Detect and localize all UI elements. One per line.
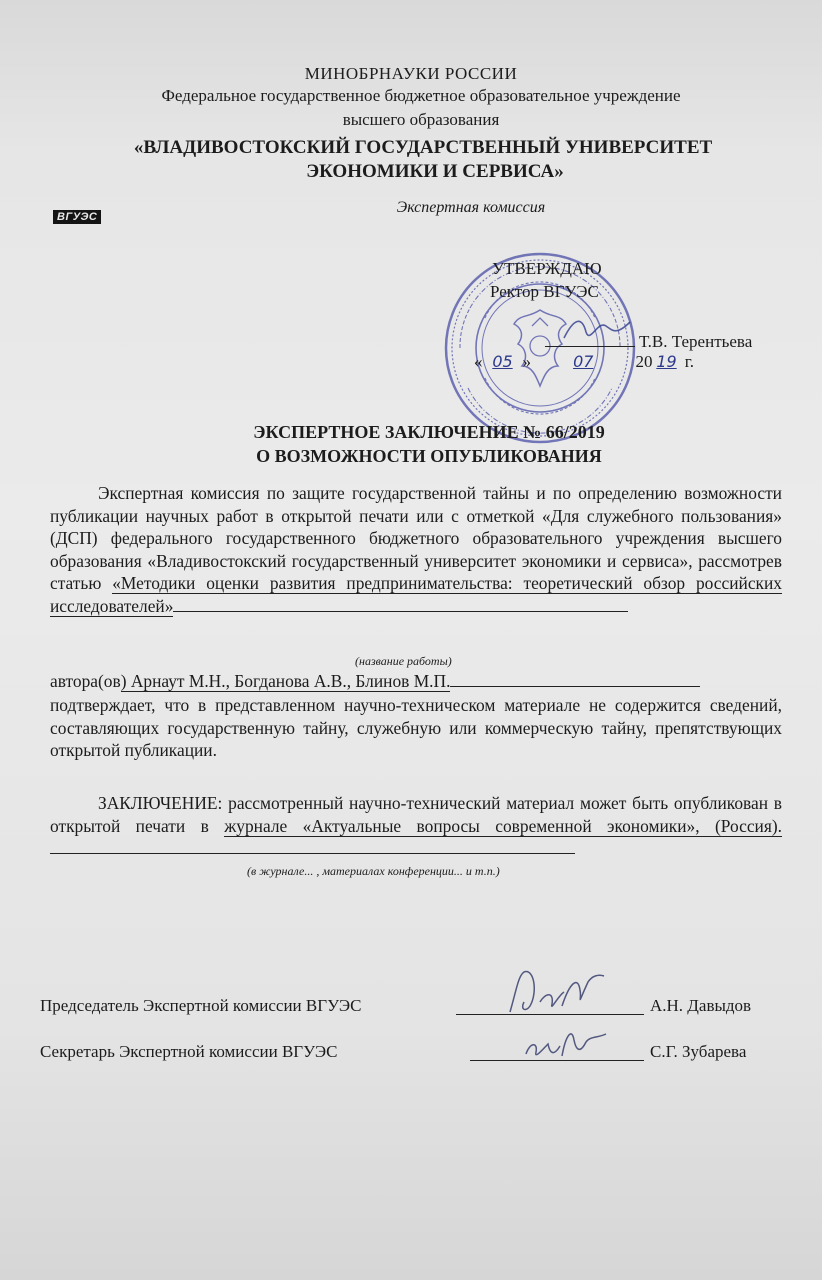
document-title: ЭКСПЕРТНОЕ ЗАКЛЮЧЕНИЕ № 66/2019 (253, 422, 605, 442)
work-title-fill-line (173, 595, 628, 612)
date-year-prefix: 20 (635, 352, 653, 371)
chair-role: Председатель Экспертной комиссии ВГУЭС (40, 996, 362, 1015)
authors-line (50, 671, 784, 692)
conclusion-hint: (в журнале... , материалах конференции... и т.п.) (247, 864, 500, 878)
chair-signature (500, 962, 610, 1022)
date-month: 07 (573, 352, 594, 371)
rector-signer (545, 332, 752, 352)
date-close-quote: » (522, 352, 531, 371)
university-name-line-2: ЭКОНОМИКИ И СЕРВИСА» (306, 161, 564, 182)
secretary-name: С.Г. Зубарева (650, 1042, 747, 1061)
date-year-suffix: г. (680, 352, 695, 371)
date-year-hand: 19 (656, 352, 677, 371)
university-logo: ВГУЭС (53, 210, 101, 224)
institution-line-2: высшего образования (342, 110, 500, 129)
secretary-signature (520, 1020, 610, 1064)
chair-name: А.Н. Давыдов (650, 996, 752, 1015)
conclusion-lead: ЗАКЛЮЧЕНИЕ: рассмотренный научно-технический материал может быть опубликован в открытой печати в (50, 793, 782, 836)
conclusion-paragraph (50, 792, 782, 860)
secretary-role: Секретарь Экспертной комиссии ВГУЭС (40, 1042, 338, 1061)
authors-value: ) Арнаут М.Н., Богданова А.В., Блинов М.П. (120, 671, 451, 691)
institution-line-1: Федеральное государственное бюджетное образовательное учреждение (161, 86, 681, 105)
work-title: «Методики оценки развития предпринимательства: теоретический обзор российских исследователей» (50, 573, 782, 616)
conclusion-value: журнале «Актуальные вопросы современной экономики», (Россия). (224, 815, 783, 836)
rector-signer-name: Т.В. Терентьева (639, 332, 753, 351)
rector-label: Ректор ВГУЭС (490, 282, 599, 301)
authors-fill-line (450, 686, 700, 687)
date-open-quote: « (474, 352, 483, 371)
confirmation-paragraph: подтверждает, что в представленном научно-техническом материале не содержится сведений, составляющих государственную тайну, служебную или коммерческую тайну, препятствующих открытой публикации. (50, 695, 782, 760)
document-subtitle: О ВОЗМОЖНОСТИ ОПУБЛИКОВАНИЯ (256, 446, 602, 466)
university-name-line-1: «ВЛАДИВОСТОКСКИЙ ГОСУДАРСТВЕННЫЙ УНИВЕРСИТЕТ (133, 137, 713, 158)
authors-label: автора(ов (50, 671, 121, 691)
conclusion-fill-line (50, 837, 575, 854)
approval-date (474, 352, 694, 372)
approve-label: УТВЕРЖДАЮ (492, 259, 602, 278)
commission-label: Экспертная комиссия (396, 199, 546, 216)
ministry-line: МИНОБРНАУКИ РОССИИ (304, 64, 518, 83)
intro-paragraph (50, 482, 782, 617)
intro-text: Экспертная комиссия по защите государственной тайны и по определению возможности публикации научных работ в открытой печати или с отметкой «Для служебного пользования» (ДСП) федерального государственного бюджетного образовательного учреждения высшего образования «Владивостокский государственный университет экономики и сервиса», рассмотрев статью (50, 483, 782, 593)
work-title-hint: (название работы) (355, 654, 452, 668)
date-day: 05 (492, 352, 513, 371)
